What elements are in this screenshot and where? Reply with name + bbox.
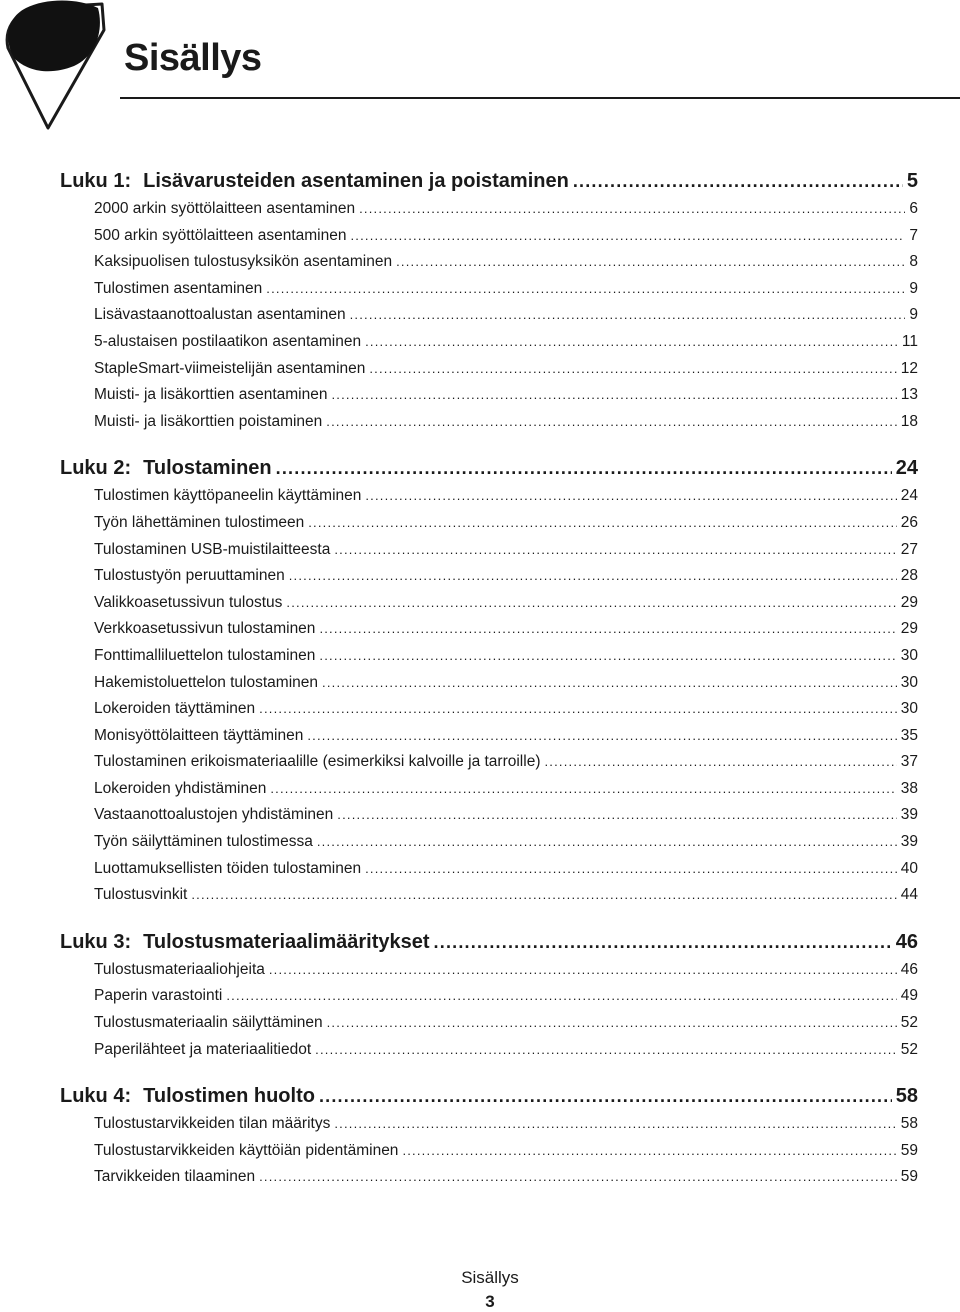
toc-chapter-heading[interactable]	[60, 453, 918, 483]
chapter-page-number: 46	[895, 930, 918, 953]
toc-chapter-heading[interactable]	[60, 927, 918, 957]
chapter-heading-label	[60, 1081, 319, 1111]
dot-leader	[334, 537, 896, 564]
toc-entry[interactable]	[60, 537, 918, 564]
toc-entry[interactable]	[60, 1111, 918, 1138]
toc-entry-label: Työn lähettäminen tulostimeen	[94, 513, 305, 531]
toc-entry[interactable]	[60, 510, 918, 537]
toc-entry-label: Tulostustarvikkeiden tilan määritys	[94, 1115, 331, 1133]
toc-entry-page-number: 59	[900, 1141, 918, 1159]
dot-leader	[317, 829, 897, 856]
toc-entry[interactable]	[60, 329, 918, 356]
toc-entry[interactable]	[60, 302, 918, 329]
toc-chapter-heading[interactable]	[60, 166, 918, 196]
toc-entry[interactable]	[60, 802, 918, 829]
dot-leader	[359, 196, 905, 223]
corner-tab-mark	[0, 0, 140, 140]
table-of-contents	[60, 166, 918, 1209]
toc-entry[interactable]	[60, 829, 918, 856]
toc-entry-page-number: 58	[900, 1115, 918, 1133]
toc-entry-label: 500 arkin syöttölaitteen asentaminen	[94, 226, 347, 244]
toc-entry-page-number: 11	[901, 332, 918, 350]
toc-entry-label: Lokeroiden täyttäminen	[94, 700, 256, 718]
toc-entry-label: Muisti- ja lisäkorttien asentaminen	[94, 386, 328, 404]
toc-entry-label: Työn säilyttäminen tulostimessa	[94, 833, 313, 851]
chapter-heading-label	[60, 453, 276, 483]
toc-chapter-heading[interactable]	[60, 1081, 918, 1111]
dot-leader	[334, 1111, 896, 1138]
toc-entry-label: Fonttimalliluettelon tulostaminen	[94, 646, 316, 664]
toc-entry-label: Tulostimen käyttöpaneelin käyttäminen	[94, 487, 362, 505]
toc-entry-label: Hakemistoluettelon tulostaminen	[94, 673, 319, 691]
toc-entry-label: Muisti- ja lisäkorttien poistaminen	[94, 412, 323, 430]
dot-leader	[365, 856, 897, 883]
toc-entry[interactable]	[60, 856, 918, 883]
dot-leader	[434, 927, 892, 957]
toc-entry-page-number: 39	[900, 806, 918, 824]
toc-entry[interactable]	[60, 249, 918, 276]
toc-entry[interactable]	[60, 223, 918, 250]
toc-entry-page-number: 29	[900, 593, 918, 611]
dot-leader	[350, 223, 905, 250]
toc-entry[interactable]	[60, 1037, 918, 1064]
toc-entry[interactable]	[60, 776, 918, 803]
toc-entry-label: Tulostusmateriaalin säilyttäminen	[94, 1014, 323, 1032]
toc-entry[interactable]	[60, 356, 918, 383]
dot-leader	[365, 329, 898, 356]
dot-leader	[259, 696, 897, 723]
footer-section-title: Sisällys	[461, 1268, 519, 1287]
toc-entry-label: Tulostimen asentaminen	[94, 279, 263, 297]
toc-entry-label: Luottamuksellisten töiden tulostaminen	[94, 859, 362, 877]
chapter-number: Luku 2:	[60, 457, 132, 480]
toc-entry-page-number: 9	[909, 306, 918, 324]
toc-entry-label: StapleSmart-viimeistelijän asentaminen	[94, 359, 366, 377]
toc-entry-page-number: 18	[900, 412, 918, 430]
toc-entry-label: Paperilähteet ja materiaalitiedot	[94, 1040, 312, 1058]
dot-leader	[322, 670, 897, 697]
dot-leader	[326, 409, 896, 436]
toc-entry-page-number: 13	[900, 386, 918, 404]
dot-leader	[289, 563, 897, 590]
toc-entry-page-number: 12	[900, 359, 918, 377]
toc-entry-label: Paperin varastointi	[94, 987, 223, 1005]
toc-entry-page-number: 52	[900, 1014, 918, 1032]
toc-entry-label: Tarvikkeiden tilaaminen	[94, 1168, 256, 1186]
toc-entry[interactable]	[60, 723, 918, 750]
dot-leader	[365, 483, 896, 510]
toc-entry-label: Tulostusvinkit	[94, 886, 188, 904]
toc-entry[interactable]	[60, 563, 918, 590]
toc-entry[interactable]	[60, 983, 918, 1010]
toc-entry[interactable]	[60, 276, 918, 303]
toc-entry[interactable]	[60, 957, 918, 984]
chapter-title: Tulostaminen	[143, 457, 272, 480]
toc-entry[interactable]	[60, 409, 918, 436]
page-title: Sisällys	[124, 37, 262, 79]
dot-leader	[350, 302, 906, 329]
toc-entry[interactable]	[60, 1138, 918, 1165]
toc-entry-label: Valikkoasetussivun tulostus	[94, 593, 283, 611]
toc-entry[interactable]	[60, 1010, 918, 1037]
toc-entry[interactable]	[60, 382, 918, 409]
toc-entry-label: Monisyöttölaitteen täyttäminen	[94, 726, 304, 744]
toc-entry-page-number: 59	[900, 1168, 918, 1186]
chapter-title: Tulostimen huolto	[143, 1085, 315, 1108]
toc-entry-page-number: 30	[900, 700, 918, 718]
dot-leader	[266, 276, 905, 303]
dot-leader	[369, 356, 896, 383]
toc-entry-page-number: 29	[900, 620, 918, 638]
dot-leader	[337, 802, 896, 829]
toc-entry[interactable]	[60, 196, 918, 223]
chapter-number: Luku 1:	[60, 170, 132, 192]
toc-entry[interactable]	[60, 882, 918, 909]
toc-entry-label: Vastaanottoalustojen yhdistäminen	[94, 806, 334, 824]
toc-entry-page-number: 46	[900, 960, 918, 978]
dot-leader	[319, 1081, 892, 1111]
toc-entry[interactable]	[60, 643, 918, 670]
dot-leader	[226, 983, 896, 1010]
toc-entry-page-number: 30	[900, 673, 918, 691]
dot-leader	[308, 510, 897, 537]
dot-leader	[191, 882, 896, 909]
chapter-number: Luku 4:	[60, 1085, 132, 1108]
toc-entry-page-number: 28	[900, 567, 918, 585]
toc-entry-page-number: 35	[900, 726, 918, 744]
toc-entry-page-number: 24	[900, 487, 918, 505]
chapter-number: Luku 3:	[60, 930, 132, 953]
toc-entry-label: Lisävastaanottoalustan asentaminen	[94, 306, 346, 324]
toc-entry-page-number: 52	[900, 1040, 918, 1058]
toc-entry-label: Tulostustyön peruuttaminen	[94, 567, 285, 585]
toc-entry[interactable]	[60, 696, 918, 723]
dot-leader	[315, 1037, 897, 1064]
toc-entry-page-number: 37	[900, 753, 918, 771]
toc-entry-label: Tulostaminen erikoismateriaalille (esimerkiksi kalvoille ja tarroille)	[94, 753, 541, 771]
dot-leader	[276, 453, 892, 483]
dot-leader	[307, 723, 896, 750]
toc-entry[interactable]	[60, 1164, 918, 1191]
toc-chapter	[60, 453, 918, 909]
toc-entry-label: Tulostustarvikkeiden käyttöiän pidentäminen	[94, 1141, 399, 1159]
toc-entry-label: Tulostaminen USB-muistilaitteesta	[94, 540, 331, 558]
toc-entry-page-number: 30	[900, 646, 918, 664]
toc-entry[interactable]	[60, 590, 918, 617]
toc-entry-page-number: 9	[909, 279, 918, 297]
toc-entry-page-number: 6	[909, 200, 918, 217]
toc-entry-page-number: 40	[900, 859, 918, 877]
dot-leader	[544, 749, 896, 776]
chapter-page-number: 24	[895, 457, 918, 480]
toc-entry-label: 5-alustaisen postilaatikon asentaminen	[94, 332, 362, 350]
dot-leader	[269, 957, 897, 984]
toc-entry-page-number: 8	[909, 253, 918, 271]
dot-leader	[319, 616, 896, 643]
toc-entry-page-number: 44	[900, 886, 918, 904]
chapter-page-number: 5	[906, 170, 918, 192]
dot-leader	[319, 643, 896, 670]
toc-chapter	[60, 1081, 918, 1191]
chapter-title: Lisävarusteiden asentaminen ja poistaminen	[143, 170, 569, 192]
toc-entry-page-number: 7	[909, 226, 918, 244]
header-rule	[120, 97, 960, 99]
toc-entry-label: 2000 arkin syöttölaitteen asentaminen	[94, 200, 356, 217]
dot-leader	[286, 590, 896, 617]
toc-entry-page-number: 39	[900, 833, 918, 851]
dot-leader	[402, 1138, 896, 1165]
toc-entry[interactable]	[60, 616, 918, 643]
dot-leader	[270, 776, 896, 803]
toc-entry[interactable]	[60, 749, 918, 776]
toc-entry[interactable]	[60, 483, 918, 510]
toc-entry-page-number: 49	[900, 987, 918, 1005]
toc-entry-page-number: 27	[900, 540, 918, 558]
toc-entry-label: Lokeroiden yhdistäminen	[94, 779, 267, 797]
toc-entry-page-number: 26	[900, 513, 918, 531]
chapter-heading-label	[60, 166, 573, 196]
dot-leader	[259, 1164, 897, 1191]
footer-page-number: 3	[485, 1292, 495, 1311]
dot-leader	[327, 1010, 897, 1037]
toc-chapter	[60, 166, 918, 435]
toc-entry-label: Tulostusmateriaaliohjeita	[94, 960, 265, 978]
toc-entry-label: Verkkoasetussivun tulostaminen	[94, 620, 316, 638]
toc-entry[interactable]	[60, 670, 918, 697]
toc-entry-page-number: 38	[900, 779, 918, 797]
chapter-heading-label	[60, 927, 434, 957]
dot-leader	[573, 166, 903, 196]
chapter-page-number: 58	[895, 1085, 918, 1108]
chapter-title: Tulostusmateriaalimääritykset	[143, 930, 430, 953]
dot-leader	[331, 382, 896, 409]
toc-chapter	[60, 927, 918, 1063]
dot-leader	[396, 249, 905, 276]
toc-entry-label: Kaksipuolisen tulostusyksikön asentaminen	[94, 253, 393, 271]
